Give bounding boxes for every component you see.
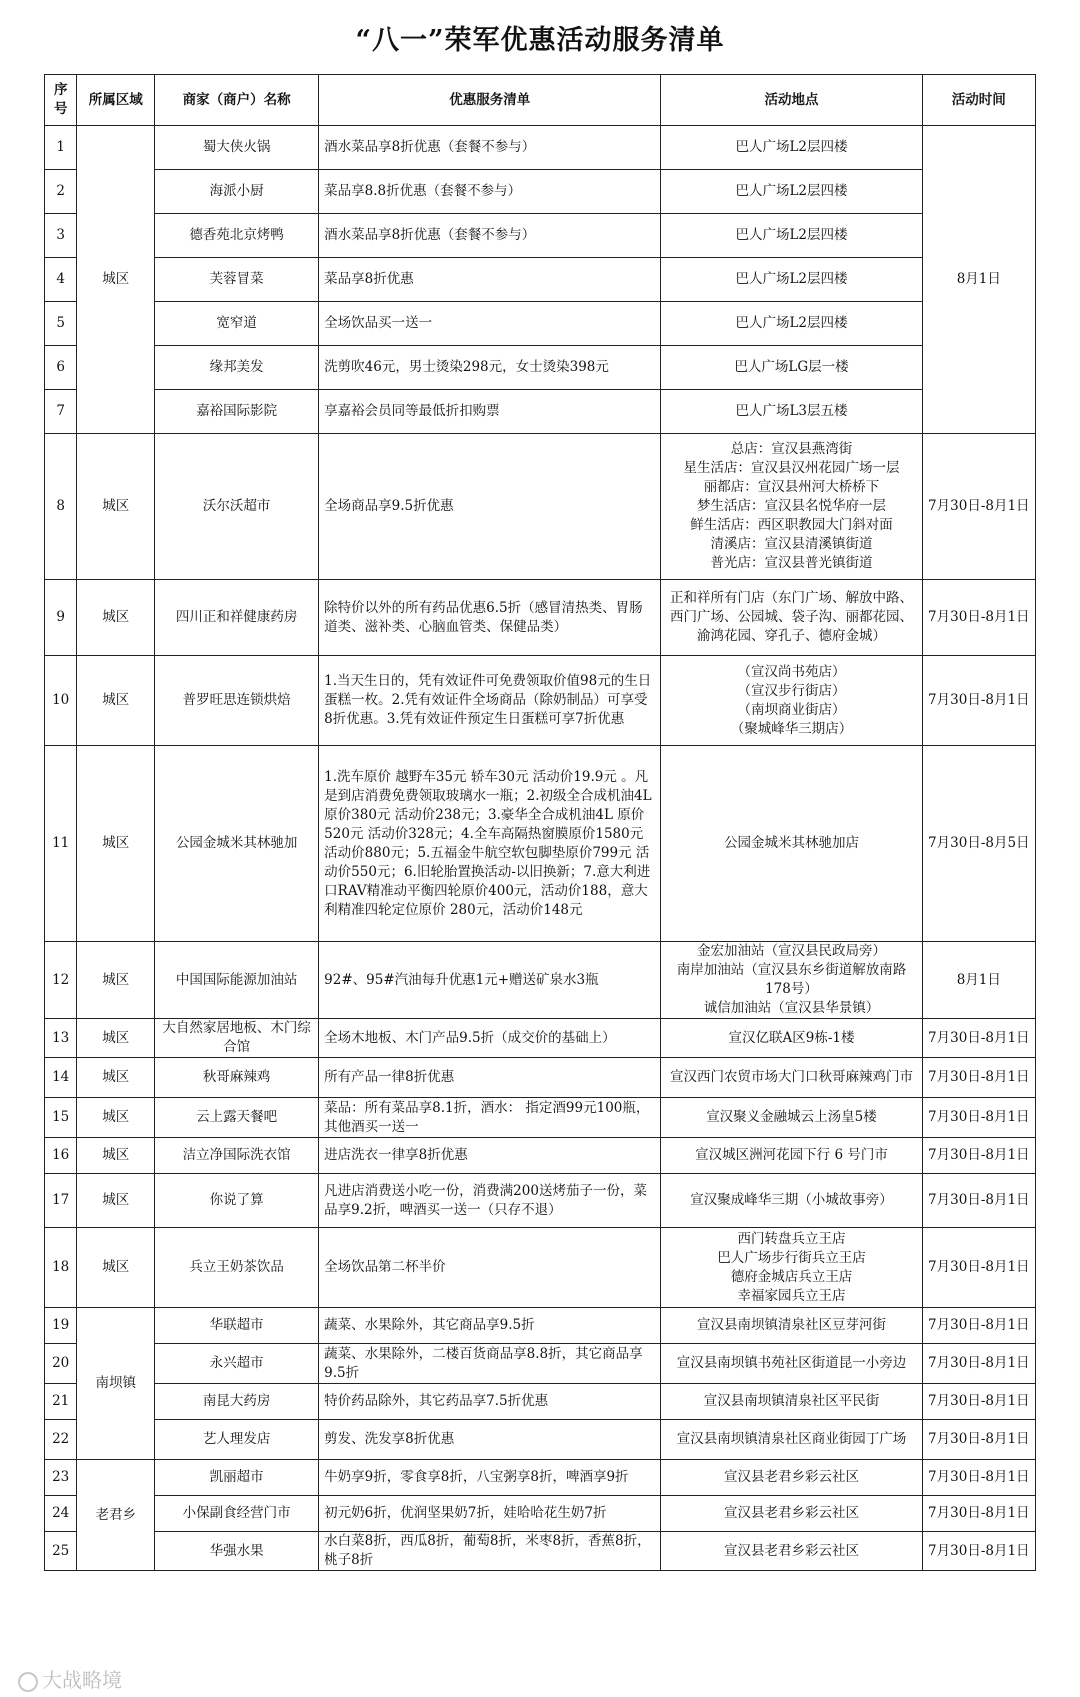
table-row: [45, 1058, 1036, 1098]
table-row: [45, 346, 1036, 390]
watermark-text: 大战略境: [42, 1668, 122, 1692]
offer-description: 全场商品享9.5折优惠: [319, 434, 661, 580]
row-number: 8: [45, 434, 77, 580]
merchant-name: 沃尔沃超市: [155, 434, 319, 580]
table-row: [45, 170, 1036, 214]
merchant-name: 芙蓉冒菜: [155, 258, 319, 302]
activity-time: 7月30日-8月1日: [922, 1228, 1035, 1308]
region-cell: 城区: [77, 126, 155, 434]
activity-location: 巴人广场L2层四楼: [661, 214, 922, 258]
merchant-name: 四川正和祥健康药房: [155, 580, 319, 656]
activity-location: 宣汉西门农贸市场大门口秋哥麻辣鸡门市: [661, 1058, 922, 1098]
offer-description: 全场木地板、木门产品9.5折（成交价的基础上）: [319, 1019, 661, 1058]
table-row: [45, 1308, 1036, 1344]
merchant-name: 凯丽超市: [155, 1460, 319, 1496]
row-number: 9: [45, 580, 77, 656]
merchant-name: 蜀大侠火锅: [155, 126, 319, 170]
merchant-name: 艺人理发店: [155, 1420, 319, 1460]
table-row: [45, 434, 1036, 580]
header-merchant: 商家（商户）名称: [155, 75, 319, 126]
merchant-name: 华联超市: [155, 1308, 319, 1344]
region-cell: 城区: [77, 434, 155, 580]
row-number: 2: [45, 170, 77, 214]
offer-description: 全场饮品买一送一: [319, 302, 661, 346]
offer-description: 初元奶6折，优润坚果奶7折，娃哈哈花生奶7折: [319, 1496, 661, 1532]
region-cell: 城区: [77, 1058, 155, 1098]
merchant-name: 大自然家居地板、木门综合馆: [155, 1019, 319, 1058]
merchant-name: 兵立王奶茶饮品: [155, 1228, 319, 1308]
merchant-name: 嘉裕国际影院: [155, 390, 319, 434]
table-row: [45, 1228, 1036, 1308]
activity-location: 宣汉聚义金融城云上汤皇5楼: [661, 1098, 922, 1138]
merchant-name: 德香苑北京烤鸭: [155, 214, 319, 258]
activity-time: 7月30日-8月1日: [922, 1420, 1035, 1460]
row-number: 21: [45, 1384, 77, 1420]
offer-description: 菜品：所有菜品享8.1折，酒水： 指定酒99元100瓶， 其他酒买一送一: [319, 1098, 661, 1138]
merchant-name: 秋哥麻辣鸡: [155, 1058, 319, 1098]
row-number: 16: [45, 1138, 77, 1174]
offer-table: [44, 74, 1036, 1571]
table-row: [45, 1019, 1036, 1058]
header-row: [45, 75, 1036, 126]
region-cell: 老君乡: [77, 1460, 155, 1571]
row-number: 18: [45, 1228, 77, 1308]
offer-description: 酒水菜品享8折优惠（套餐不参与）: [319, 126, 661, 170]
merchant-name: 小保副食经营门市: [155, 1496, 319, 1532]
row-number: 24: [45, 1496, 77, 1532]
row-number: 3: [45, 214, 77, 258]
row-number: 4: [45, 258, 77, 302]
offer-description: 特价药品除外，其它药品享7.5折优惠: [319, 1384, 661, 1420]
offer-description: 1.当天生日的，凭有效证件可免费领取价值98元的生日蛋糕一枚。2.凭有效证件全场商品（除奶制品）可享受8折优惠。3.凭有效证件预定生日蛋糕可享7折优惠: [319, 656, 661, 746]
merchant-name: 中国国际能源加油站: [155, 942, 319, 1019]
region-cell: 城区: [77, 1098, 155, 1138]
merchant-name: 洁立净国际洗衣馆: [155, 1138, 319, 1174]
activity-time: 8月1日: [922, 126, 1035, 434]
merchant-name: 宽窄道: [155, 302, 319, 346]
activity-location: 宣汉县老君乡彩云社区: [661, 1532, 922, 1571]
row-number: 11: [45, 746, 77, 942]
row-number: 7: [45, 390, 77, 434]
activity-time: 8月1日: [922, 942, 1035, 1019]
table-row: [45, 258, 1036, 302]
row-number: 12: [45, 942, 77, 1019]
merchant-name: 缘邦美发: [155, 346, 319, 390]
activity-location: 金宏加油站（宣汉县民政局旁） 南岸加油站（宣汉县东乡街道解放南路178号） 诚信加油站（宣汉县华景镇）: [661, 942, 922, 1019]
offer-description: 凡进店消费送小吃一份，消费满200送烤茄子一份，菜品享9.2折，啤酒买一送一（只存不退）: [319, 1174, 661, 1228]
table-row: [45, 214, 1036, 258]
activity-time: 7月30日-8月1日: [922, 434, 1035, 580]
table-row: [45, 1460, 1036, 1496]
activity-time: 7月30日-8月1日: [922, 1138, 1035, 1174]
table-row: [45, 1532, 1036, 1571]
activity-location: 宣汉县老君乡彩云社区: [661, 1496, 922, 1532]
table-row: [45, 1420, 1036, 1460]
region-cell: 城区: [77, 656, 155, 746]
region-cell: 城区: [77, 1174, 155, 1228]
offer-description: 全场饮品第二杯半价: [319, 1228, 661, 1308]
activity-location: 宣汉城区洲河花园下行 6 号门市: [661, 1138, 922, 1174]
table-row: [45, 390, 1036, 434]
activity-location: （宣汉尚书苑店） （宣汉步行街店） （南坝商业街店） （聚城峰华三期店）: [661, 656, 922, 746]
table-row: [45, 656, 1036, 746]
merchant-name: 公园金城米其林驰加: [155, 746, 319, 942]
activity-time: 7月30日-8月1日: [922, 580, 1035, 656]
activity-time: 7月30日-8月1日: [922, 1532, 1035, 1571]
activity-location: 宣汉亿联A区9栋-1楼: [661, 1019, 922, 1058]
activity-time: 7月30日-8月1日: [922, 1496, 1035, 1532]
activity-time: 7月30日-8月1日: [922, 1384, 1035, 1420]
activity-time: 7月30日-8月1日: [922, 1019, 1035, 1058]
region-cell: 城区: [77, 580, 155, 656]
offer-description: 除特价以外的所有药品优惠6.5折（感冒清热类、胃肠道类、滋补类、心脑血管类、保健品类）: [319, 580, 661, 656]
activity-location: 正和祥所有门店（东门广场、解放中路、西门广场、公园城、袋子沟、丽都花园、渝鸿花园、穿孔子、德府金城）: [661, 580, 922, 656]
region-cell: 城区: [77, 942, 155, 1019]
row-number: 19: [45, 1308, 77, 1344]
offer-description: 蔬菜、水果除外，其它商品享9.5折: [319, 1308, 661, 1344]
activity-location: 巴人广场L2层四楼: [661, 126, 922, 170]
activity-time: 7月30日-8月1日: [922, 1308, 1035, 1344]
activity-location: 公园金城米其林驰加店: [661, 746, 922, 942]
table-row: [45, 1174, 1036, 1228]
table-row: [45, 126, 1036, 170]
activity-location: 巴人广场LG层一楼: [661, 346, 922, 390]
activity-time: 7月30日-8月1日: [922, 656, 1035, 746]
merchant-name: 云上露天餐吧: [155, 1098, 319, 1138]
row-number: 23: [45, 1460, 77, 1496]
offer-description: 菜品享8折优惠: [319, 258, 661, 302]
merchant-name: 海派小厨: [155, 170, 319, 214]
activity-time: 7月30日-8月1日: [922, 1098, 1035, 1138]
activity-location: 宣汉县南坝镇清泉社区豆芽河街: [661, 1308, 922, 1344]
page-title: “八一”荣军优惠活动服务清单: [355, 25, 725, 56]
watermark-logo-icon: [18, 1672, 38, 1692]
offer-description: 92#、95#汽油每升优惠1元+赠送矿泉水3瓶: [319, 942, 661, 1019]
table-row: [45, 302, 1036, 346]
offer-description: 剪发、洗发享8折优惠: [319, 1420, 661, 1460]
table-row: [45, 942, 1036, 1019]
table-row: [45, 1138, 1036, 1174]
row-number: 17: [45, 1174, 77, 1228]
region-cell: 城区: [77, 746, 155, 942]
merchant-name: 你说了算: [155, 1174, 319, 1228]
activity-location: 巴人广场L2层四楼: [661, 258, 922, 302]
region-cell: 城区: [77, 1228, 155, 1308]
region-cell: 南坝镇: [77, 1308, 155, 1460]
row-number: 5: [45, 302, 77, 346]
activity-time: 7月30日-8月1日: [922, 1460, 1035, 1496]
header-offer: 优惠服务清单: [319, 75, 661, 126]
row-number: 25: [45, 1532, 77, 1571]
table-row: [45, 1384, 1036, 1420]
row-number: 13: [45, 1019, 77, 1058]
row-number: 1: [45, 126, 77, 170]
header-region: 所属区域: [77, 75, 155, 126]
offer-description: 1.洗车原价 越野车35元 轿车30元 活动价19.9元 。凡是到店消费免费领取玻璃水一瓶；2.初级全合成机油4L 原价380元 活动价238元；3.豪华全合成机油4L 原价520元 活动价328元；4.全车高隔热窗膜原价1580元 活动价880元；5.五福金牛航空软包脚垫原价799元 活动价550元；6.旧轮胎置换活动-以旧换新；7.意大利进口RAV精准动平衡四轮原价400元，活动价188，意大利精准四轮定位原价 280元，活动价148元: [319, 746, 661, 942]
activity-location: 巴人广场L3层五楼: [661, 390, 922, 434]
activity-location: 巴人广场L2层四楼: [661, 170, 922, 214]
activity-location: 西门转盘兵立王店 巴人广场步行街兵立王店 德府金城店兵立王店 幸福家园兵立王店: [661, 1228, 922, 1308]
header-time: 活动时间: [922, 75, 1035, 126]
activity-location: 宣汉县南坝镇清泉社区平民街: [661, 1384, 922, 1420]
activity-location: 宣汉县南坝镇清泉社区商业街园丁广场: [661, 1420, 922, 1460]
offer-description: 蔬菜、水果除外，二楼百货商品享8.8折，其它商品享9.5折: [319, 1344, 661, 1384]
activity-time: 7月30日-8月1日: [922, 1174, 1035, 1228]
activity-location: 巴人广场L2层四楼: [661, 302, 922, 346]
row-number: 6: [45, 346, 77, 390]
header-no: 序 号: [45, 75, 77, 126]
offer-description: 享嘉裕会员同等最低折扣购票: [319, 390, 661, 434]
merchant-name: 永兴超市: [155, 1344, 319, 1384]
region-cell: 城区: [77, 1019, 155, 1058]
offer-description: 菜品享8.8折优惠（套餐不参与）: [319, 170, 661, 214]
merchant-name: 南昆大药房: [155, 1384, 319, 1420]
table-row: [45, 1344, 1036, 1384]
activity-time: 7月30日-8月5日: [922, 746, 1035, 942]
activity-location: 宣汉聚成峰华三期（小城故事旁）: [661, 1174, 922, 1228]
row-number: 20: [45, 1344, 77, 1384]
offer-description: 牛奶享9折，零食享8折，八宝粥享8折，啤酒享9折: [319, 1460, 661, 1496]
table-row: [45, 1098, 1036, 1138]
activity-time: 7月30日-8月1日: [922, 1058, 1035, 1098]
row-number: 22: [45, 1420, 77, 1460]
region-cell: 城区: [77, 1138, 155, 1174]
activity-location: 总店：宣汉县燕湾街 星生活店：宣汉县汉州花园广场一层 丽都店：宣汉县州河大桥桥下 梦生活店：宣汉县名悦华府一层 鲜生活店：西区职教园大门斜对面 清溪店：宣汉县清溪镇街道 普光店：宣汉县普光镇街道: [661, 434, 922, 580]
merchant-name: 普罗旺思连锁烘焙: [155, 656, 319, 746]
offer-description: 酒水菜品享8折优惠（套餐不参与）: [319, 214, 661, 258]
table-row: [45, 1496, 1036, 1532]
row-number: 10: [45, 656, 77, 746]
row-number: 15: [45, 1098, 77, 1138]
activity-time: 7月30日-8月1日: [922, 1344, 1035, 1384]
offer-description: 水白菜8折，西瓜8折，葡萄8折，米枣8折，香蕉8折，桃子8折: [319, 1532, 661, 1571]
offer-description: 所有产品一律8折优惠: [319, 1058, 661, 1098]
offer-description: 洗剪吹46元，男士烫染298元，女士烫染398元: [319, 346, 661, 390]
watermark: [18, 1664, 122, 1693]
activity-location: 宣汉县南坝镇书苑社区街道昆一小旁边: [661, 1344, 922, 1384]
row-number: 14: [45, 1058, 77, 1098]
table-row: [45, 746, 1036, 942]
activity-location: 宣汉县老君乡彩云社区: [661, 1460, 922, 1496]
merchant-name: 华强水果: [155, 1532, 319, 1571]
offer-description: 进店洗衣一律享8折优惠: [319, 1138, 661, 1174]
header-location: 活动地点: [661, 75, 922, 126]
table-row: [45, 580, 1036, 656]
